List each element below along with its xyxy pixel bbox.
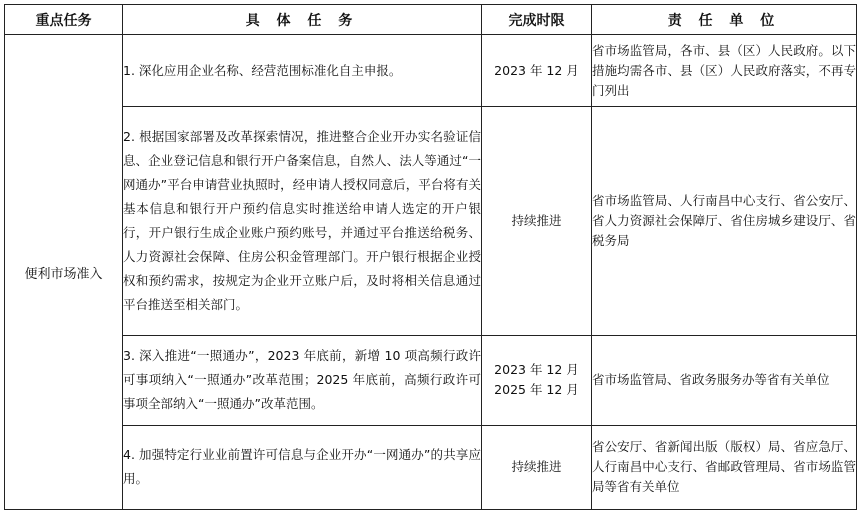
- header-key-task: 重点任务: [5, 5, 123, 35]
- policy-table: [4, 4, 857, 510]
- header-row: [5, 5, 857, 35]
- deadline-text: 持续推进: [511, 459, 562, 475]
- deadline-text: 2025 年 12 月: [494, 382, 579, 398]
- table-row: [5, 107, 857, 335]
- table-row: [5, 425, 857, 509]
- task-cell: 4. 加强特定行业业前置许可信息与企业开办“一网通办”的共享应用。: [123, 425, 482, 509]
- deadline-cell: [482, 107, 592, 335]
- unit-cell: 省市场监管局、省政务服务办等省有关单位: [592, 335, 857, 425]
- deadline-text: 2023 年 12 月: [494, 362, 579, 378]
- table-row: [5, 335, 857, 425]
- unit-cell: 省市场监管局、人行南昌中心支行、省公安厅、省人力资源社会保障厅、省住房城乡建设厅、省税务局: [592, 107, 857, 335]
- header-responsible-unit: 责 任 单 位: [592, 5, 857, 35]
- unit-cell: 省市场监管局，各市、县（区）人民政府。以下措施均需各市、县（区）人民政府落实，不再专门列出: [592, 35, 857, 107]
- task-cell: 2. 根据国家部署及改革探索情况，推进整合企业开办实名验证信息、企业登记信息和银行开户备案信息，自然人、法人等通过“一网通办”平台申请营业执照时，经申请人授权同意后，平台将有关基本信息和银行开户预约信息实时推送给申请人选定的开户银行，开户银行生成企业账户预约账号，并通过平台推送给税务、人力资源社会保障、住房公积金管理部门。开户银行根据企业授权和预约需求，按规定为企业开立账户后，及时将相关信息通过平台推送至相关部门。: [123, 107, 482, 335]
- task-cell: 1. 深化应用企业名称、经营范围标准化自主申报。: [123, 35, 482, 107]
- deadline-cell: [482, 35, 592, 107]
- category-cell: 便利市场准入: [5, 35, 123, 510]
- deadline-text: 2023 年 12 月: [494, 62, 579, 78]
- deadline-text: 持续推进: [511, 212, 562, 228]
- deadline-cell: [482, 335, 592, 425]
- header-specific-task: 具 体 任 务: [123, 5, 482, 35]
- deadline-cell: [482, 425, 592, 509]
- table-row: [5, 35, 857, 107]
- header-deadline: 完成时限: [482, 5, 592, 35]
- task-cell: 3. 深入推进“一照通办”，2023 年底前，新增 10 项高频行政许可事项纳入“一照通办”改革范围；2025 年底前，高频行政许可事项全部纳入“一照通办”改革范围。: [123, 335, 482, 425]
- unit-cell: 省公安厅、省新闻出版（版权）局、省应急厅、人行南昌中心支行、省邮政管理局、省市场监管局等省有关单位: [592, 425, 857, 509]
